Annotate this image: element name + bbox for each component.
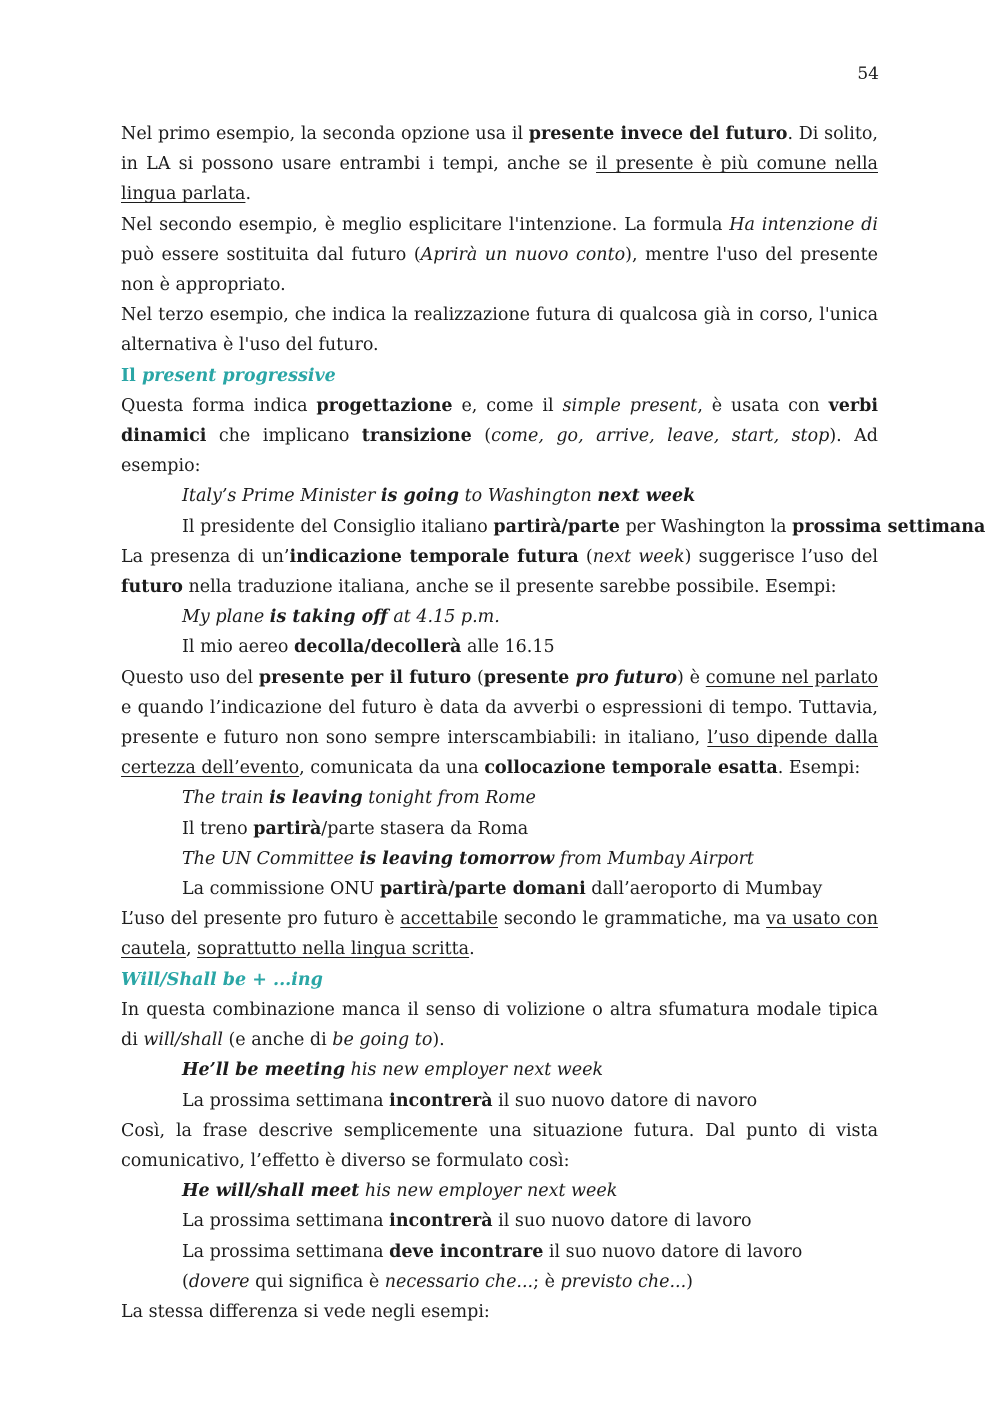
page-number: 54	[857, 64, 879, 84]
example-italian: Il mio aereo decolla/decollerà alle 16.15	[182, 637, 555, 658]
example-italian: Il presidente del Consiglio italiano partirà/parte per Washington la prossima settimana	[182, 516, 986, 537]
example-english: The train is leaving tonight from Rome	[182, 788, 536, 809]
example-english: The UN Committee is leaving tomorrow from Mumbay Airport	[182, 848, 754, 869]
example-english: He’ll be meeting his new employer next week	[182, 1060, 604, 1081]
paragraph-stessa-differenza: La stessa differenza si vede negli esempi:	[121, 1301, 490, 1322]
example-italian: La prossima settimana deve incontrare il suo nuovo datore di lavoro	[182, 1241, 803, 1262]
example-italian: La prossima settimana incontrerà il suo nuovo datore di lavoro	[182, 1211, 752, 1232]
example-note: (dovere qui significa è necessario che...; è previsto che...)	[182, 1271, 693, 1292]
paragraph-first-example: Nel primo esempio, la seconda opzione usa il presente invece del futuro. Di solito, in LA si possono usare entrambi i tempi, anche se il presente è più comune nella lingua parlata.	[121, 124, 878, 205]
paragraph-third-example: Nel terzo esempio, che indica la realizzazione futura di qualcosa già in corso, l'unica alternativa è l'uso del futuro.	[121, 305, 878, 356]
paragraph-situazione-futura: Così, la frase descrive semplicemente una situazione futura. Dal punto di vista comunicativo, l’effetto è diverso se formulato così:	[121, 1120, 878, 1171]
example-italian: La prossima settimana incontrerà il suo nuovo datore di navoro	[182, 1090, 758, 1111]
example-italian: Il treno partirà/parte stasera da Roma	[182, 818, 529, 839]
example-italian: La commissione ONU partirà/parte domani dall’aeroporto di Mumbay	[182, 879, 823, 900]
paragraph-presente-pro-futuro: Questo uso del presente per il futuro (presente pro futuro) è comune nel parlato e quando l’indicazione del futuro è data da avverbi o espressioni di tempo. Tuttavia, presente e futuro non sono sempre interscambiabili: in italiano, l’uso dipende dalla certezza dell’evento, comunicata da una collocazione temporale esatta. Esempi:	[121, 667, 879, 779]
example-english: Italy’s Prime Minister is going to Washington next week	[182, 486, 696, 507]
paragraph-cautela: L’uso del presente pro futuro è accettabile secondo le grammatiche, ma va usato con cautela, soprattutto nella lingua scritta.	[121, 909, 878, 960]
example-english: My plane is taking off at 4.15 p.m.	[182, 607, 500, 628]
page-body	[121, 119, 986, 1327]
paragraph-volizione: In questa combinazione manca il senso di volizione o altra sfumatura modale tipica di will/shall (e anche di be going to).	[121, 999, 878, 1051]
example-english: He will/shall meet his new employer next week	[182, 1181, 618, 1202]
heading-present-progressive: Il present progressive	[121, 365, 336, 386]
heading-will-shall: Will/Shall be + ...ing	[121, 969, 323, 990]
paragraph-progettazione: Questa forma indica progettazione e, come il simple present, è usata con verbi dinamici che implicano transizione (come, go, arrive, leave, start, stop). Ad esempio:	[121, 395, 879, 477]
paragraph-indicazione-temporale: La presenza di un’indicazione temporale futura (next week) suggerisce l’uso del futuro nella traduzione italiana, anche se il presente sarebbe possibile. Esempi:	[121, 546, 879, 598]
paragraph-second-example: Nel secondo esempio, è meglio esplicitare l'intenzione. La formula Ha intenzione di può essere sostituita dal futuro (Aprirà un nuovo conto), mentre l'uso del presente non è appropriato.	[121, 214, 878, 296]
